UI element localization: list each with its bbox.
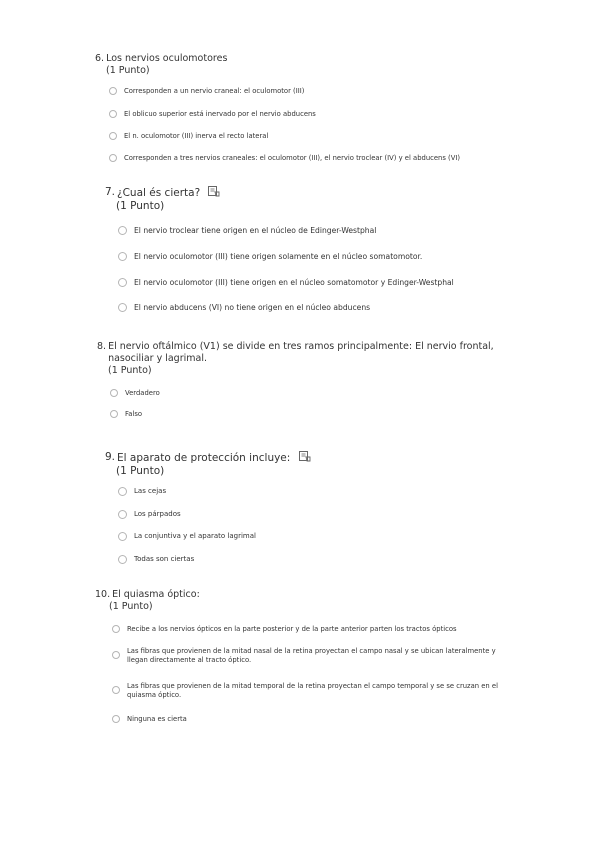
question-7 <box>105 186 525 213</box>
option-9-2[interactable] <box>118 510 418 519</box>
question-title <box>97 341 497 365</box>
option-label: Corresponden a tres nervios craneales: el oculomotor (III), el nervio troclear (IV) y el abducens (VI) <box>124 154 461 162</box>
question-number: 7. <box>105 186 116 198</box>
radio-button[interactable] <box>109 110 117 118</box>
option-10-4[interactable] <box>112 715 412 724</box>
radio-button[interactable] <box>118 487 127 496</box>
radio-button[interactable] <box>109 132 117 140</box>
option-label: El nervio abducens (VI) no tiene origen en el núcleo abducens <box>134 303 371 312</box>
option-9-4[interactable] <box>118 555 418 564</box>
option-label: Verdadero <box>125 389 160 397</box>
question-text: ¿Cual és cierta? <box>117 187 201 199</box>
radio-button[interactable] <box>118 226 127 235</box>
option-10-2[interactable] <box>112 647 508 665</box>
option-7-1[interactable] <box>118 226 538 236</box>
option-label: Corresponden a un nervio craneal: el oculomotor (III) <box>124 87 305 95</box>
immersive-reader-icon[interactable] <box>208 186 220 197</box>
option-7-4[interactable] <box>118 303 538 313</box>
question-8 <box>97 341 497 377</box>
option-10-1[interactable] <box>112 625 532 634</box>
immersive-reader-icon[interactable] <box>299 451 311 462</box>
radio-button[interactable] <box>109 87 117 95</box>
option-label: Falso <box>125 410 143 418</box>
option-label: El nervio troclear tiene origen en el núcleo de Edinger-Westphal <box>134 226 377 235</box>
radio-button[interactable] <box>110 410 118 418</box>
radio-button[interactable] <box>118 555 127 564</box>
question-10 <box>95 589 515 613</box>
question-points: (1 Punto) <box>116 465 165 477</box>
option-label: Todas son ciertas <box>134 555 195 563</box>
option-6-2[interactable] <box>109 110 529 119</box>
question-number: 8. <box>97 341 107 352</box>
option-6-4[interactable] <box>109 154 549 163</box>
radio-button[interactable] <box>112 686 120 694</box>
radio-button[interactable] <box>118 303 127 312</box>
option-9-1[interactable] <box>118 487 418 496</box>
option-label: Recibe a los nervios ópticos en la parte posterior y de la parte anterior parten los tractos ópticos <box>127 625 457 633</box>
question-text: El nervio oftálmico (V1) se divide en tres ramos principalmente: El nervio frontal, nasociliar y lagrimal. <box>108 341 494 364</box>
question-text: El aparato de protección incluye: <box>117 452 291 464</box>
option-10-3[interactable] <box>112 682 508 700</box>
question-number: 9. <box>105 451 116 463</box>
question-points: (1 Punto) <box>116 200 165 212</box>
option-label: Las fibras que provienen de la mitad nasal de la retina proyectan el campo nasal y se ubican lateralmente y llegan directamente al tracto óptico. <box>127 647 496 664</box>
option-label: La conjuntiva y el aparato lagrimal <box>134 532 256 540</box>
question-9 <box>105 451 525 478</box>
question-number: 6. <box>95 53 105 64</box>
question-title <box>105 186 525 200</box>
option-label: Los párpados <box>134 510 181 518</box>
radio-button[interactable] <box>118 510 127 519</box>
question-number: 10. <box>95 589 111 600</box>
option-8-2[interactable] <box>110 410 310 419</box>
question-points: (1 Punto) <box>109 601 153 612</box>
option-label: Ninguna es cierta <box>127 715 187 723</box>
option-7-2[interactable] <box>118 252 538 262</box>
option-label: Las fibras que provienen de la mitad temporal de la retina proyectan el campo temporal y se se cruzan en el quiasma óptico. <box>127 682 498 699</box>
question-points: (1 Punto) <box>108 365 152 376</box>
question-title <box>95 589 515 601</box>
option-label: El oblicuo superior está inervado por el nervio abducens <box>124 110 316 118</box>
radio-button[interactable] <box>109 154 117 162</box>
question-points: (1 Punto) <box>106 65 150 76</box>
radio-button[interactable] <box>110 389 118 397</box>
option-6-1[interactable] <box>109 87 529 96</box>
question-6 <box>95 53 525 77</box>
option-label: El nervio oculomotor (III) tiene origen solamente en el núcleo somatomotor. <box>134 252 423 261</box>
radio-button[interactable] <box>118 278 127 287</box>
option-label: Las cejas <box>134 487 167 495</box>
option-label: El n. oculomotor (III) inerva el recto lateral <box>124 132 269 140</box>
question-title <box>105 451 525 465</box>
radio-button[interactable] <box>112 715 120 723</box>
option-8-1[interactable] <box>110 389 310 398</box>
radio-button[interactable] <box>112 625 120 633</box>
option-label: El nervio oculomotor (III) tiene origen en el núcleo somatomotor y Edinger-Westphal <box>134 278 454 287</box>
option-7-3[interactable] <box>118 278 538 288</box>
question-text: El quiasma óptico: <box>112 589 200 600</box>
radio-button[interactable] <box>112 651 120 659</box>
option-9-3[interactable] <box>118 532 418 541</box>
question-title <box>95 53 525 65</box>
radio-button[interactable] <box>118 252 127 261</box>
radio-button[interactable] <box>118 532 127 541</box>
question-text: Los nervios oculomotores <box>106 53 228 64</box>
option-6-3[interactable] <box>109 132 529 141</box>
